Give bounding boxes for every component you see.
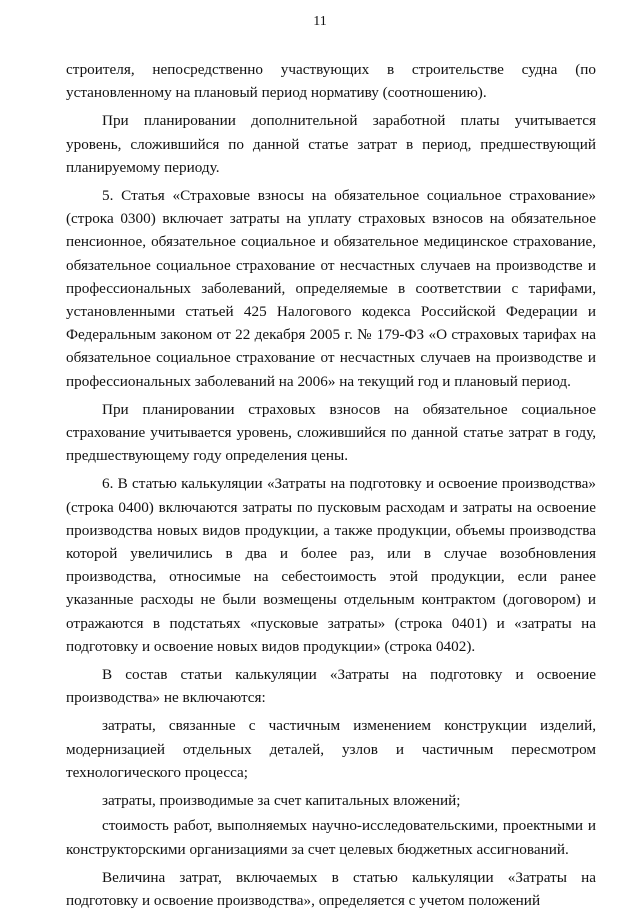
paragraph-10: Величина затрат, включаемых в статью калькуляции «Затраты на подготовку и освоение производства», определяется с учетом положений (66, 868, 596, 909)
paragraph-2: При планировании дополнительной заработной платы учитывается уровень, сложившийся по данной статье затрат в период, предшествующий планируемому периоду. (66, 112, 596, 176)
paragraph-4: При планировании страховых взносов на обязательное социальное страхование учитывается уровень, сложившийся по данной статье затрат в году, предшествующему году определения цены. (66, 400, 596, 465)
paragraph-8: затраты, производимые за счет капитальных вложений; (102, 792, 461, 810)
page-number: 11 (313, 14, 327, 29)
paragraph-1: строителя, непосредственно участвующих в строительстве судна (по установленному на плановый период нормативу (соотношению). (66, 61, 596, 102)
paragraph-9: стоимость работ, выполняемых научно-исследовательскими, проектными и конструкторскими организациями за счет целевых бюджетных ассигнований. (66, 817, 596, 858)
paragraph-7: затраты, связанные с частичным изменением конструкции изделий, модернизацией отдельных деталей, узлов и частичным пересмотром технологического процесса; (66, 717, 596, 781)
paragraph-5-preparation-costs: 6. В статью калькуляции «Затраты на подготовку и освоение производства» (строка 0400) включаются затраты по пусковым расходам и затраты на освоение производства новых видов продукции, а также продукции, объемы производства которой увеличились в два и более раз, или в случае возобновления производства, относимые на себестоимость этой продукции, если ранее указанные расходы не были возмещены отдельным контрактом (договором) и отражаются в подстатьях «пусковые затраты» (строка 0401) и «затраты на подготовку и освоение новых видов продукции» (строка 0402). (66, 475, 596, 655)
paragraph-3-insurance-contributions: 5. Статья «Страховые взносы на обязательное социальное страхование» (строка 0300) включает затраты на уплату страховых взносов на обязательное пенсионное, обязательное социальное и обязательное медицинское страхование, обязательное социальное страхование от несчастных случаев на производстве и профессиональных заболеваний, определяемые в соответствии с тарифами, установленными статьей 425 Налогового кодекса Российской Федерации и Федеральным законом от 22 декабря 2005 г. № 179-ФЗ «О страховых тарифах на обязательное социальное страхование от несчастных случаев на производстве и профессиональных заболеваний на 2006» на текущий год и плановый период. (66, 187, 596, 390)
paragraph-6: В состав статьи калькуляции «Затраты на подготовку и освоение производства» не включаются: (66, 666, 596, 707)
